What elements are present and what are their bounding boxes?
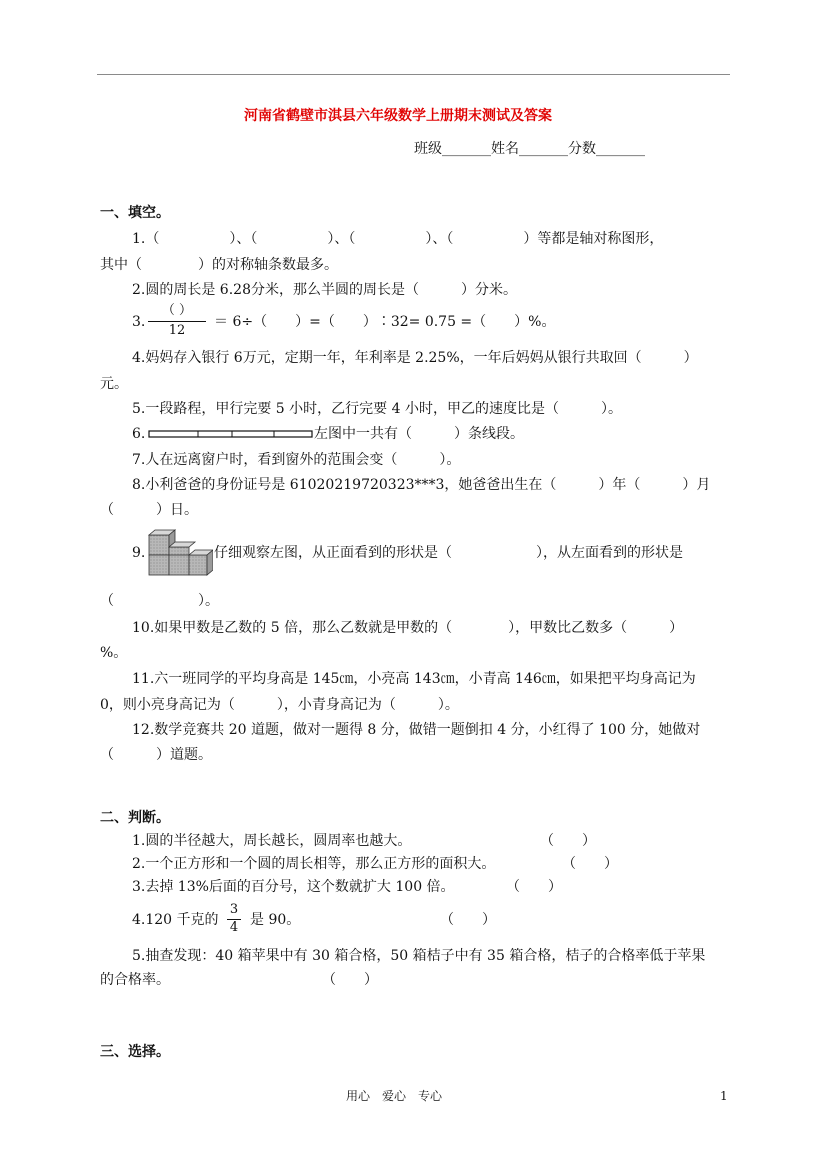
judgement-2-answer-blank[interactable]: （ ） xyxy=(562,856,618,872)
question-3-number: 3. xyxy=(132,314,146,330)
page-number: 1 xyxy=(720,1089,728,1103)
question-1-line-1: 1.（ ）、（ ）、（ ）、（ ）等都是轴对称图形， xyxy=(132,231,664,247)
question-9-line-2: （ ）。 xyxy=(100,593,219,609)
question-4-line-1: 4.妈妈存入银行 6万元，定期一年，年利率是 2.25%，一年后妈妈从银行共取回（ ） xyxy=(132,350,698,366)
question-10-line-1: 10.如果甲数是乙数的 5 倍，那么乙数就是甲数的（ ），甲数比乙数多（ ） xyxy=(132,620,684,636)
question-11-line-1: 11.六一班同学的平均身高是 145㎝，小亮高 143㎝，小青高 146㎝，如果把平均身高记为 xyxy=(132,671,696,687)
judgement-2: 2.一个正方形和一个圆的周长相等，那么正方形的面积大。 xyxy=(132,856,496,872)
judgement-5-line-1: 5.抽查发现：40 箱苹果中有 30 箱合格，50 箱桔子中有 35 箱合格，桔子的合格率低于苹果 xyxy=(132,948,706,964)
judgement-4-suffix: 是 90。 xyxy=(250,912,301,928)
cube-stack-figure xyxy=(147,529,213,577)
question-6-number: 6. xyxy=(132,426,146,442)
header-rule xyxy=(97,74,730,75)
fraction-bar xyxy=(148,321,206,322)
section-fill-blank-heading: 一、填空。 xyxy=(100,205,170,221)
judgement-5-line-2: 的合格率。 xyxy=(100,972,170,988)
judgement-5-answer-blank[interactable]: （ ） xyxy=(322,972,378,988)
question-9-line-1: 仔细观察左图，从正面看到的形状是（ ），从左面看到的形状是 xyxy=(214,545,683,561)
judgement-3-answer-blank[interactable]: （ ） xyxy=(506,879,562,895)
question-4-line-2: 元。 xyxy=(100,376,128,392)
question-7: 7.人在远离窗户时，看到窗外的范围会变（ ）。 xyxy=(132,452,461,468)
section-judgement-heading: 二、判断。 xyxy=(100,810,170,826)
fraction-numerator: 3 xyxy=(229,902,239,917)
section-choice-heading: 三、选择。 xyxy=(100,1044,170,1060)
question-12-line-1: 12.数学竞赛共 20 道题，做对一题得 8 分，做错一题倒扣 4 分，小红得了 100 分，她做对 xyxy=(132,722,701,738)
page-title: 河南省鹤壁市淇县六年级数学上册期末测试及答案 xyxy=(244,108,552,124)
judgement-1: 1.圆的半径越大，周长越长，圆周率也越大。 xyxy=(132,833,412,849)
question-11-line-2: 0，则小亮身高记为（ ），小青身高记为（ ）。 xyxy=(100,697,459,713)
fraction-denominator: 4 xyxy=(229,920,239,935)
question-3-equation: ＝ 6÷（ ）=（ ）∶32= 0.75 =（ ）%。 xyxy=(214,314,556,330)
question-9-number: 9. xyxy=(132,545,146,561)
student-info-line: 班级_______姓名_______分数_______ xyxy=(414,141,645,157)
line-segment-figure xyxy=(148,429,313,439)
judgement-4-prefix: 4.120 千克的 xyxy=(132,912,219,928)
judgement-3: 3.去掉 13%后面的百分号，这个数就扩大 100 倍。 xyxy=(132,879,455,895)
question-8-line-1: 8.小利爸爸的身份证号是 61020219720323***3，她爸爸出生在（ ）年（ ）月 xyxy=(132,477,711,493)
judgement-1-answer-blank[interactable]: （ ） xyxy=(540,833,596,849)
judgement-4-fraction xyxy=(226,902,242,936)
question-1-line-2: 其中（ ）的对称轴条数最多。 xyxy=(100,257,338,273)
question-10-line-2: %。 xyxy=(100,645,128,661)
footer-motto: 用心 爱心 专心 xyxy=(346,1089,443,1103)
judgement-4-answer-blank[interactable]: （ ） xyxy=(440,912,496,928)
fraction-numerator: （ ） xyxy=(161,303,193,318)
fraction-denominator: 12 xyxy=(168,323,186,338)
question-12-line-2: （ ）道题。 xyxy=(100,747,212,763)
question-6-text: 左图中一共有（ ）条线段。 xyxy=(314,426,524,442)
question-2: 2.圆的周长是 6.28分米，那么半圆的周长是（ ）分米。 xyxy=(132,282,517,298)
question-3-fraction xyxy=(148,303,206,339)
question-8-line-2: （ ）日。 xyxy=(100,502,198,518)
question-5: 5.一段路程，甲行完要 5 小时，乙行完要 4 小时，甲乙的速度比是（ ）。 xyxy=(132,401,622,417)
